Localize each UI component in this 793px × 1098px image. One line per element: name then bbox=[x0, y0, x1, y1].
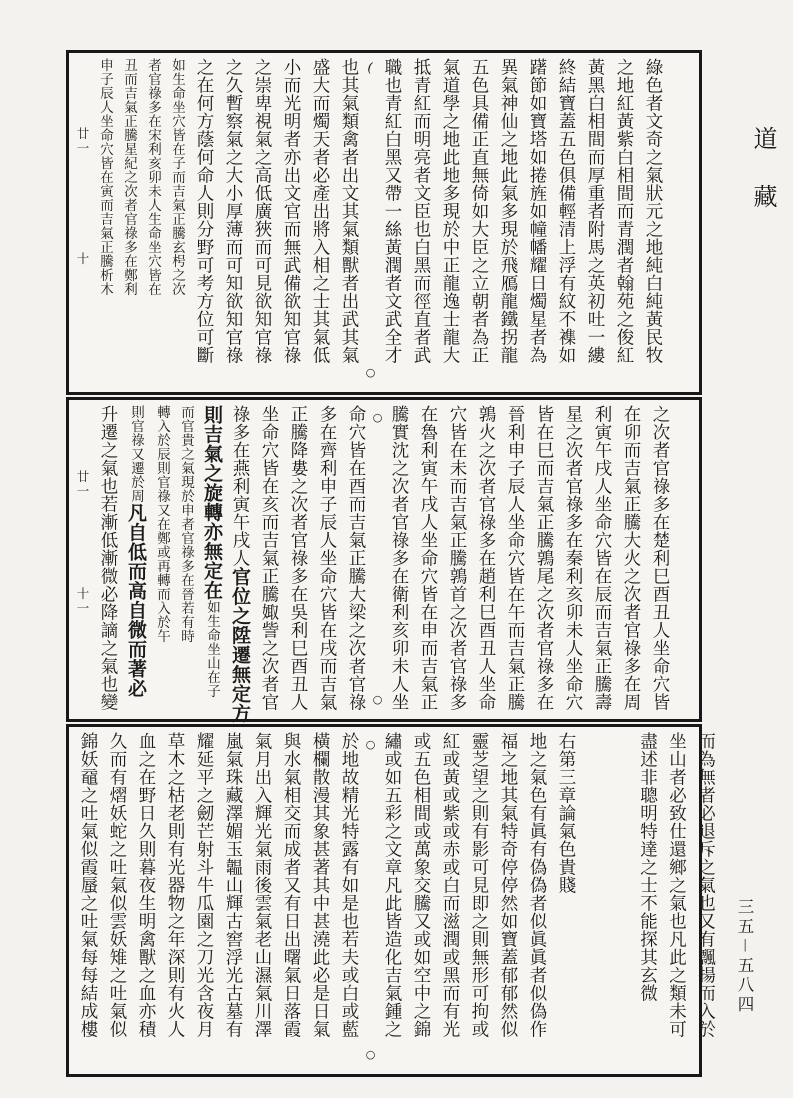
text-column bbox=[580, 58, 609, 387]
text-segment: 之地紅黃紫白相間而青潤者翰苑之俊紅 bbox=[614, 58, 634, 364]
text-column bbox=[633, 732, 662, 1069]
text-segment: 右第三章論氣色貴賤 bbox=[556, 732, 576, 894]
text-column bbox=[442, 405, 471, 714]
text-segment: 命穴皆在酉而吉氣正騰大梁之次者官祿 bbox=[346, 405, 366, 711]
text-column bbox=[117, 58, 141, 387]
text-segment: 升遷之氣也若漸低漸微必降謫之氣也變 bbox=[98, 405, 118, 711]
text-segment: 在魯利寅午戌人坐命穴皆在申而吉氣正 bbox=[418, 405, 438, 711]
folio-label: 十一 bbox=[75, 587, 90, 617]
text-segment: 正騰降婁之次者官祿多在吳利巳酉丑人 bbox=[288, 405, 308, 711]
text-block-middle-columns bbox=[69, 400, 680, 723]
text-segment: 血之在野日久則暮夜生明禽獸之血亦積 bbox=[136, 732, 156, 1038]
text-segment: 於地故精光特露有如是也若夫或白或藍 bbox=[339, 732, 359, 1038]
text-column bbox=[305, 58, 334, 387]
text-column bbox=[551, 732, 633, 1069]
text-column bbox=[435, 732, 464, 1069]
text-segment: 凡自低而高自微而著必 bbox=[125, 503, 147, 698]
text-column bbox=[247, 58, 276, 387]
text-segment: 坐山者必致仕還鄉之氣也凡此之類未可 bbox=[666, 732, 687, 1038]
text-column bbox=[247, 732, 276, 1069]
text-segment: 如生命坐山在子 bbox=[204, 600, 220, 698]
text-column bbox=[406, 58, 435, 387]
text-segment: 草木之枯老則有光器物之年深則有火人 bbox=[165, 732, 185, 1038]
text-column bbox=[377, 58, 406, 387]
text-column bbox=[276, 58, 305, 387]
text-segment: 五色具備正直無倚如大臣之立朝者為正 bbox=[469, 58, 489, 364]
gutter-mark: ○ bbox=[364, 1047, 377, 1061]
text-segment: 抵青紅而明亮者文臣也白黑而徑直者武 bbox=[411, 58, 431, 364]
text-column bbox=[522, 732, 551, 1069]
text-segment: 祿多在燕利寅午戌人 bbox=[230, 405, 250, 567]
text-segment: 而官貴之氣現於申者官祿多在晉若有時 bbox=[178, 405, 194, 643]
text-column bbox=[638, 58, 667, 387]
text-column bbox=[254, 405, 283, 714]
text-column bbox=[165, 58, 189, 387]
text-segment: 錦妖黿之吐氣似霞蜃之吐氣每每結成樓 bbox=[78, 732, 98, 1038]
text-column bbox=[609, 58, 638, 387]
text-segment: 盡述非聰明特達之士不能探其玄微 bbox=[637, 732, 658, 1002]
text-column bbox=[141, 58, 165, 387]
text-column bbox=[305, 732, 334, 1069]
text-segment: 星之次者官祿多在秦利亥卯未人坐命穴 bbox=[563, 405, 583, 711]
gutter-mark: ○ bbox=[364, 365, 377, 379]
text-segment: 終結寶蓋五色俱備輕清上浮有紋不襍如 bbox=[556, 58, 576, 364]
text-segment: 者官祿多在宋利亥卯未人生命坐穴皆在 bbox=[145, 58, 161, 296]
text-column bbox=[464, 58, 493, 387]
page-number: 三五－五八四 bbox=[735, 898, 754, 1015]
text-segment: 多在齊利申子辰人坐命穴皆在戌而吉氣 bbox=[317, 405, 337, 711]
text-segment: 繡或如五彩之文章凡此皆造化吉氣鍾之 bbox=[382, 732, 402, 1038]
text-column bbox=[645, 405, 674, 714]
text-segment: 或五色相間或萬象交騰又或如空中之錦 bbox=[411, 732, 431, 1038]
text-column bbox=[226, 405, 254, 723]
text-segment: 嵐氣珠藏澤媚玉韞山輝古窖浮光古墓有 bbox=[223, 732, 243, 1038]
text-segment: 職也青紅白黑又帶一絲黃潤者文武全才 bbox=[382, 58, 402, 364]
text-segment: 利寅午戌人坐命穴皆在辰而吉氣正騰壽 bbox=[592, 405, 612, 711]
gutter-mark: ○ bbox=[364, 738, 377, 752]
text-segment: 躇節如寶塔如捲旌如幢幡耀日燭星者為 bbox=[527, 58, 547, 364]
folio-label-column bbox=[73, 405, 93, 714]
text-segment: 綠色者文奇之氣狀元之地純白純黃民牧 bbox=[643, 58, 663, 364]
text-segment: 官位之陞遷無定方 bbox=[229, 567, 251, 723]
text-segment: 轉入於辰則官祿又在鄭或再轉而入於午 bbox=[154, 405, 170, 643]
text-column bbox=[377, 732, 406, 1069]
text-segment: 皆在巳而吉氣正騰鶉尾之次者官祿多在 bbox=[534, 405, 554, 711]
text-segment: 騰實沈之次者官祿多在衛利亥卯未人坐 bbox=[389, 405, 409, 711]
text-column bbox=[174, 405, 198, 714]
text-segment: 與水氣相交而成者又有日出曙氣日落霞 bbox=[281, 732, 301, 1038]
text-segment: 也其氣類禽者出文其氣類獸者出武其氣 bbox=[339, 58, 359, 364]
text-segment: 而為無者必退斥之氣也又有飄揚而入於 bbox=[695, 732, 716, 1038]
text-column bbox=[551, 58, 580, 387]
text-column bbox=[283, 405, 312, 714]
text-segment: 丑而吉氣正騰星紀之次者官祿多在鄭利 bbox=[121, 58, 137, 296]
text-segment: 坐命穴皆在亥而吉氣正騰娵訾之次者官 bbox=[259, 405, 279, 711]
text-block-bottom-columns bbox=[69, 727, 726, 1074]
text-segment: 福之地其氣特奇停停然如寶蓋郁郁然似 bbox=[498, 732, 518, 1038]
text-segment: 異氣神仙之地此氣多現於飛鴈龍鐵拐龍 bbox=[498, 58, 518, 364]
text-segment: 久而有熠妖蛇之吐氣似雲妖雉之吐氣似 bbox=[107, 732, 127, 1038]
text-column bbox=[558, 405, 587, 714]
text-segment: 小而光明者亦出文官而無武備欲知官祿 bbox=[281, 58, 301, 364]
text-column bbox=[198, 405, 226, 714]
folio-label: 十 bbox=[75, 252, 90, 267]
text-column bbox=[522, 58, 551, 387]
text-column bbox=[276, 732, 305, 1069]
text-segment: 申子辰人坐命穴皆在寅而吉氣正騰析木 bbox=[97, 58, 113, 296]
text-segment: 如生命坐穴皆在子而吉氣正騰玄枵之次 bbox=[169, 58, 185, 296]
text-block-bottom bbox=[66, 724, 716, 1077]
folio-label: 廿一 bbox=[75, 127, 90, 157]
text-column bbox=[341, 405, 370, 714]
text-column bbox=[93, 58, 117, 387]
text-segment: 紅或黃或紫或赤或白而滋潤或黑而有光 bbox=[440, 732, 460, 1038]
text-column bbox=[587, 405, 616, 714]
collection-title: 道藏 bbox=[749, 126, 777, 242]
text-column bbox=[218, 732, 247, 1069]
text-column bbox=[529, 405, 558, 714]
text-segment: 晉利申子辰人坐命穴皆在午而吉氣正騰 bbox=[505, 405, 525, 711]
text-column bbox=[93, 405, 122, 714]
text-column bbox=[189, 58, 218, 387]
text-segment: 耀延平之劒芒射斗牛瓜園之刀光含夜月 bbox=[194, 732, 214, 1038]
text-column bbox=[102, 732, 131, 1069]
text-column bbox=[122, 405, 150, 714]
text-column bbox=[334, 732, 363, 1069]
text-segment: 則吉氣之旋轉亦無定在 bbox=[201, 405, 223, 600]
folio-label: 廿一 bbox=[75, 469, 90, 499]
gutter-column bbox=[370, 405, 384, 714]
text-column bbox=[691, 732, 720, 1069]
text-column bbox=[493, 732, 522, 1069]
text-column bbox=[500, 405, 529, 714]
text-segment: 氣月出入輝光氣雨後雲氣老山濕氣川澤 bbox=[252, 732, 272, 1038]
text-column bbox=[150, 405, 174, 714]
text-block-top bbox=[66, 50, 702, 395]
text-column bbox=[73, 732, 102, 1069]
text-column bbox=[334, 58, 363, 387]
text-segment: 靈芝望之則有影可見即之則無形可拘或 bbox=[469, 732, 489, 1038]
text-column bbox=[616, 405, 645, 714]
text-column bbox=[384, 405, 413, 714]
text-block-top-columns bbox=[69, 53, 673, 392]
text-column bbox=[662, 732, 691, 1069]
text-segment: 之在何方蔭何命人則分野可考方位可斷 bbox=[194, 58, 214, 364]
gutter-column bbox=[363, 58, 377, 387]
gutter-mark: ○ bbox=[371, 411, 384, 425]
text-column bbox=[406, 732, 435, 1069]
gutter-column bbox=[363, 732, 377, 1069]
text-column bbox=[218, 58, 247, 387]
text-segment: 之崇卑視氣之高低廣狹而可見欲知官祿 bbox=[252, 58, 272, 364]
text-segment: 黃黑白相間而厚重者附馬之英初吐一縷 bbox=[585, 58, 605, 364]
text-segment: 之次者官祿多在楚利巳酉丑人坐命穴皆 bbox=[650, 405, 670, 711]
text-segment: 橫欄散漫其象甚著其中甚澆此必是日氣 bbox=[310, 732, 330, 1038]
text-column bbox=[160, 732, 189, 1069]
text-column bbox=[312, 405, 341, 714]
text-column bbox=[493, 58, 522, 387]
gutter-mark: ○ bbox=[371, 692, 384, 706]
text-column bbox=[435, 58, 464, 387]
text-column bbox=[413, 405, 442, 714]
text-segment: 則官祿又遷於周 bbox=[128, 405, 144, 503]
text-segment: 在卯而吉氣正騰大火之次者官祿多在周 bbox=[621, 405, 641, 711]
text-segment: 地之氣色有眞有偽偽者似眞眞者似偽作 bbox=[527, 732, 547, 1038]
text-column bbox=[131, 732, 160, 1069]
text-segment: 鶉火之次者官祿多在趙利巳酉丑人坐命 bbox=[476, 405, 496, 711]
folio-label-column bbox=[73, 58, 93, 387]
text-segment: 盛大而燭天者必產出將入相之士其氣低 bbox=[310, 58, 330, 364]
text-column bbox=[189, 732, 218, 1069]
gutter-mark: ) bbox=[365, 59, 375, 76]
text-segment: 氣道學之地此地多現於中正龍逸士龍大 bbox=[440, 58, 460, 364]
text-segment: 之久暫察氣之大小厚薄而可知欲知官祿 bbox=[223, 58, 243, 364]
text-block-middle bbox=[66, 397, 702, 722]
text-column bbox=[464, 732, 493, 1069]
text-segment: 穴皆在未而吉氣正騰鶉首之次者官祿多 bbox=[447, 405, 467, 711]
text-column bbox=[471, 405, 500, 714]
